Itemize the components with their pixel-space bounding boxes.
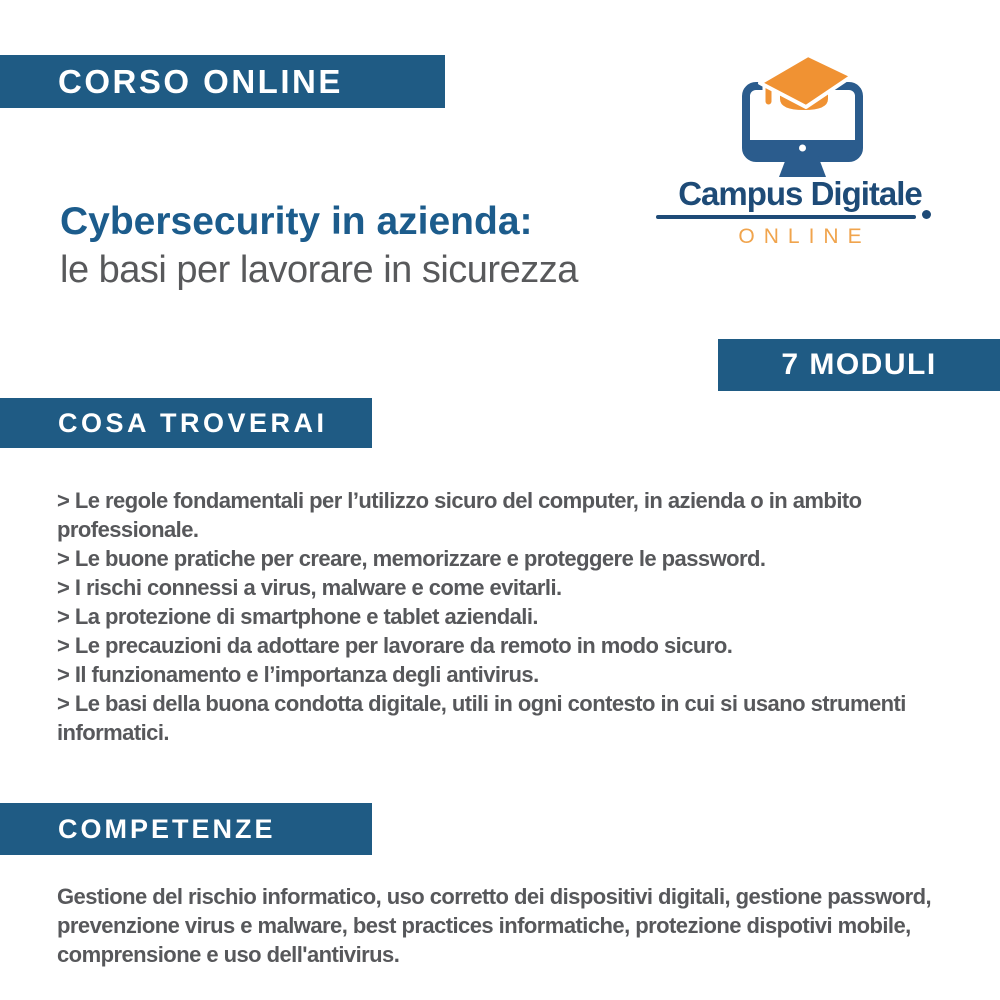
cosa-troverai-banner — [0, 398, 372, 448]
cosa-troverai-list — [57, 486, 992, 747]
list-item: > Il funzionamento e l’importanza degli antivirus. — [57, 662, 539, 687]
course-title-line1: Cybersecurity in azienda: — [60, 200, 533, 243]
competenze-label: COMPETENZE — [58, 813, 276, 844]
modules-badge — [718, 339, 1000, 391]
logo-period-dot — [922, 210, 931, 219]
competenze-text: Gestione del rischio informatico, uso corretto dei dispositivi digitali, gestione password, prevenzione virus e malware, best practices informatiche, protezione dispotivi mobile, comprensione e uso dell'antivirus. — [57, 884, 932, 967]
corso-online-banner — [0, 55, 445, 108]
list-item: > Le precauzioni da adottare per lavorare da remoto in modo sicuro. — [57, 633, 733, 658]
monitor-graduation-cap-icon — [650, 45, 950, 180]
course-title-line2: le basi per lavorare in sicurezza — [60, 249, 578, 291]
competenze-banner — [0, 803, 372, 855]
list-item: > Le regole fondamentali per l’utilizzo sicuro del computer, in azienda o in ambito professionale. — [57, 488, 862, 542]
cosa-troverai-label: COSA TROVERAI — [58, 407, 328, 438]
list-item: > I rischi connessi a virus, malware e come evitarli. — [57, 575, 562, 600]
logo-subtitle: ONLINE — [738, 225, 871, 248]
logo-wordmark: Campus Digitale — [678, 175, 922, 212]
course-title — [60, 198, 578, 294]
list-item: > Le buone pratiche per creare, memorizzare e proteggere le password. — [57, 546, 766, 571]
list-item: > La protezione di smartphone e tablet aziendali. — [57, 604, 538, 629]
modules-badge-label: 7 MODULI — [781, 348, 937, 381]
corso-online-label: CORSO ONLINE — [58, 62, 343, 100]
campus-digitale-logo — [650, 45, 950, 250]
logo-underline — [656, 215, 916, 219]
list-item: > Le basi della buona condotta digitale, utili in ogni contesto in cui si usano strumenti informatici. — [57, 691, 906, 745]
